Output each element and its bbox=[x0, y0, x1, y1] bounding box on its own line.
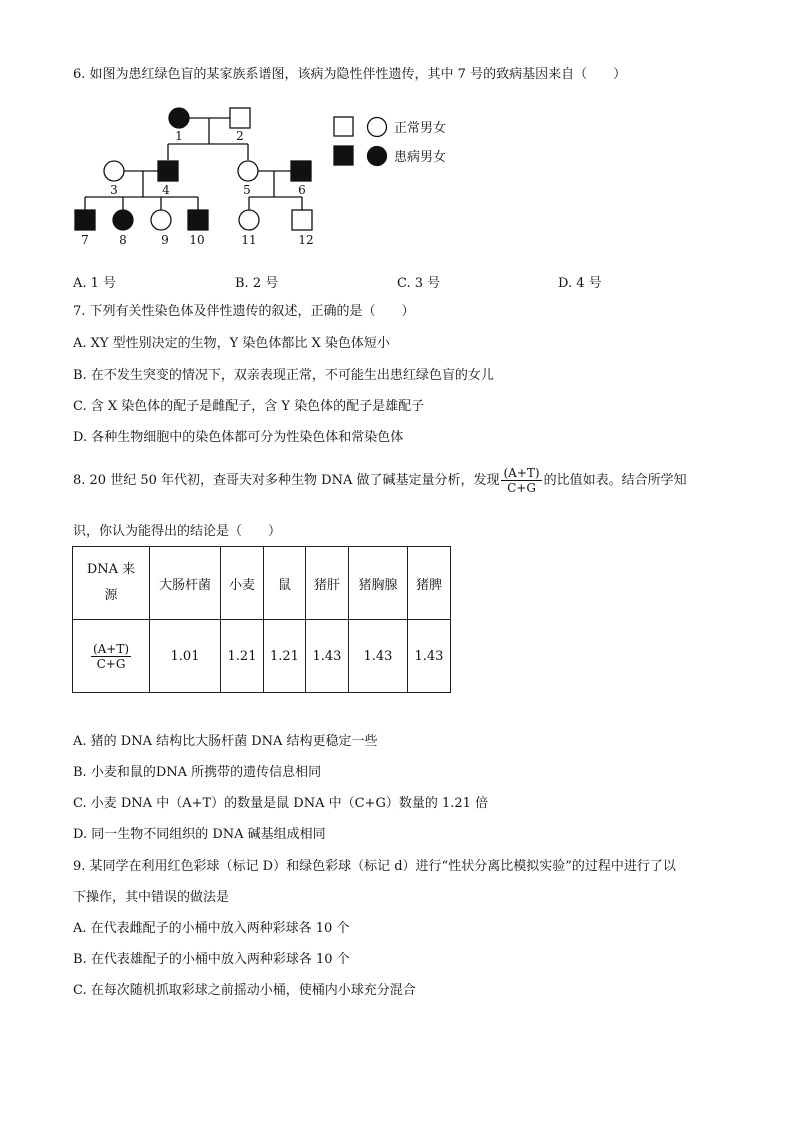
q9-option-c: C. 在每次随机抓取彩球之前摇动小桶，使桶内小球充分混合 bbox=[73, 983, 416, 998]
q6-stem: 6. 如图为患红绿色盲的某家族系谱图，该病为隐性伴性遗传，其中 7 号的致病基因来自（ ） bbox=[73, 67, 627, 82]
individual-6-affected-male bbox=[291, 161, 311, 181]
row-label-fraction bbox=[73, 620, 150, 693]
header-col-4: 猪肝 bbox=[305, 547, 348, 620]
label-7: 7 bbox=[81, 233, 89, 247]
header-dna-source-line2: 源 bbox=[104, 588, 118, 603]
q8-option-b: B. 小麦和鼠的DNA 所携带的遗传信息相同 bbox=[73, 765, 322, 780]
q7-option-b: B. 在不发生突变的情况下，双亲表现正常，不可能生出患红绿色盲的女儿 bbox=[73, 368, 494, 383]
q6-options bbox=[73, 272, 713, 290]
table-header-row bbox=[73, 547, 451, 620]
header-col-1: 大肠杆菌 bbox=[150, 547, 221, 620]
legend-normal-female bbox=[368, 118, 387, 137]
q8-stem bbox=[73, 465, 687, 497]
legend-affected-female bbox=[368, 147, 387, 166]
q6-option-d: D. 4 号 bbox=[558, 276, 602, 291]
individual-3-normal-female bbox=[104, 161, 124, 181]
label-8: 8 bbox=[119, 233, 127, 247]
individual-4-affected-male bbox=[158, 161, 178, 181]
dna-ratio-table bbox=[72, 546, 451, 693]
q8-frac-numerator: (A+T) bbox=[503, 466, 540, 480]
q7-stem: 7. 下列有关性染色体及伴性遗传的叙述，正确的是（ ） bbox=[73, 304, 415, 319]
row-frac-denominator: C+G bbox=[96, 656, 126, 671]
q8-stem-before: 8. 20 世纪 50 年代初，查哥夫对多种生物 DNA 做了碱基定量分析，发现 bbox=[73, 473, 500, 488]
q6-option-c: C. 3 号 bbox=[397, 276, 441, 291]
q9-stem-line2: 下操作，其中错误的做法是 bbox=[73, 890, 230, 905]
header-col-3: 鼠 bbox=[264, 547, 306, 620]
individual-5-normal-female bbox=[238, 161, 258, 181]
value-col-1: 1.01 bbox=[150, 620, 221, 693]
q7-option-c: C. 含 X 染色体的配子是雌配子，含 Y 染色体的配子是雄配子 bbox=[73, 399, 425, 414]
label-5: 5 bbox=[243, 183, 251, 197]
individual-2-normal-male bbox=[230, 108, 250, 128]
label-6: 6 bbox=[298, 183, 306, 197]
label-12: 12 bbox=[298, 233, 314, 247]
q9-option-a: A. 在代表雌配子的小桶中放入两种彩球各 10 个 bbox=[73, 921, 350, 936]
row-frac-numerator: (A+T) bbox=[92, 641, 130, 656]
label-1: 1 bbox=[175, 129, 183, 143]
value-col-3: 1.21 bbox=[264, 620, 306, 693]
header-dna-source bbox=[73, 547, 150, 620]
legend-affected-male bbox=[334, 146, 353, 165]
label-3: 3 bbox=[110, 183, 118, 197]
individual-11-normal-female bbox=[239, 210, 259, 230]
value-col-6: 1.43 bbox=[407, 620, 450, 693]
q8-frac-denominator: C+G bbox=[507, 481, 536, 495]
header-dna-source-line1: DNA 来 bbox=[86, 562, 136, 577]
q8-option-a: A. 猪的 DNA 结构比大肠杆菌 DNA 结构更稳定一些 bbox=[73, 734, 378, 749]
q8-ratio-fraction bbox=[501, 466, 541, 495]
individual-8-affected-female bbox=[113, 210, 133, 230]
label-11: 11 bbox=[241, 233, 257, 247]
value-col-4: 1.43 bbox=[305, 620, 348, 693]
label-4: 4 bbox=[162, 183, 170, 197]
q7-option-d: D. 各种生物细胞中的染色体都可分为性染色体和常染色体 bbox=[73, 430, 404, 445]
label-10: 10 bbox=[189, 233, 205, 247]
legend-normal-male bbox=[334, 117, 353, 136]
q8-option-c: C. 小麦 DNA 中（A+T）的数量是鼠 DNA 中（C+G）数量的 1.21 倍 bbox=[73, 796, 489, 811]
q8-stem-after: 的比值如表。结合所学知 bbox=[543, 473, 687, 488]
header-col-6: 猪脾 bbox=[407, 547, 450, 620]
row-fraction bbox=[91, 642, 131, 671]
individual-9-normal-female bbox=[151, 210, 171, 230]
label-9: 9 bbox=[161, 233, 169, 247]
q8-stem-line2: 识，你认为能得出的结论是（ ） bbox=[73, 524, 282, 539]
value-col-5: 1.43 bbox=[348, 620, 407, 693]
individual-12-normal-male bbox=[292, 210, 312, 230]
q8-option-d: D. 同一生物不同组织的 DNA 碱基组成相同 bbox=[73, 827, 326, 842]
label-2: 2 bbox=[236, 129, 244, 143]
q9-option-b: B. 在代表雄配子的小桶中放入两种彩球各 10 个 bbox=[73, 952, 350, 967]
q7-option-a: A. XY 型性别决定的生物，Y 染色体都比 X 染色体短小 bbox=[73, 336, 390, 351]
header-col-5: 猪胸腺 bbox=[348, 547, 407, 620]
q6-option-a: A. 1 号 bbox=[73, 276, 117, 291]
individual-7-affected-male bbox=[75, 210, 95, 230]
q9-stem-line1: 9. 某同学在利用红色彩球（标记 D）和绿色彩球（标记 d）进行“性状分离比模拟实验”的过程中进行了以 bbox=[73, 859, 676, 874]
individual-10-affected-male bbox=[188, 210, 208, 230]
individual-1-affected-female bbox=[169, 108, 189, 128]
value-col-2: 1.21 bbox=[221, 620, 264, 693]
q6-option-b: B. 2 号 bbox=[235, 276, 279, 291]
pedigree-chart bbox=[70, 100, 490, 250]
legend-affected-label: 患病男女 bbox=[394, 150, 447, 165]
header-col-2: 小麦 bbox=[221, 547, 264, 620]
legend-normal-label: 正常男女 bbox=[394, 121, 447, 136]
table-value-row bbox=[73, 620, 451, 693]
